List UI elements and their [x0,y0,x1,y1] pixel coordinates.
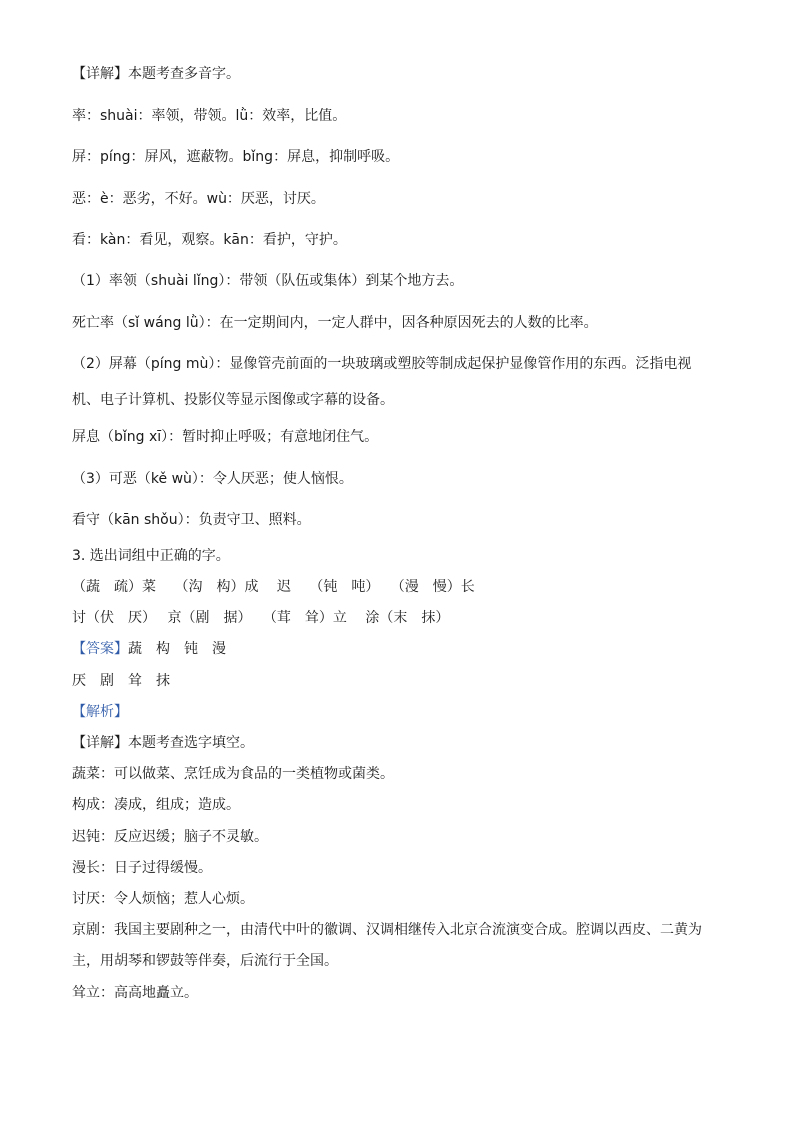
reading-ping: 屏：píng：屏风，遮蔽物。bǐng：屏息，抑制呼吸。 [72,149,400,165]
answer-row-2: 厌 剧 耸 抹 [72,673,170,689]
word-explanation: 耸立：高高地矗立。 [72,985,198,1001]
reading-kan: 看：kàn：看见，观察。kān：看护，守护。 [72,232,347,248]
word-explanation: 蔬菜：可以做菜、烹饪成为食品的一类植物或菌类。 [72,766,394,782]
question-3-options-row-2: 讨（伏 厌） 京（剧 据） （茸 耸）立 涂（末 抹） [72,610,450,626]
reading-e: 恶：è：恶劣，不好。wù：厌恶，讨厌。 [72,191,325,207]
word-explanation: 漫长：日子过得缓慢。 [72,860,212,876]
answer-row-1 [72,639,226,659]
word-explanation: 构成：凑成，组成；造成。 [72,797,240,813]
analysis-label: 【解析】 [72,704,128,720]
word-explanation: 主，用胡琴和锣鼓等伴奏，后流行于全国。 [72,953,338,969]
explanation-line: 死亡率（sǐ wáng lǜ）：在一定期间内，一定人群中，因各种原因死去的人数的比率。 [72,315,598,331]
reading-shuai: 率：shuài：率领，带领。lǜ：效率，比值。 [72,108,347,124]
explanation-line: （3）可恶（kě wù）：令人厌恶；使人恼恨。 [72,471,353,487]
answer-values: 蔬 构 钝 漫 [128,641,226,657]
explanation-line: 机、电子计算机、投影仪等显示图像或字幕的设备。 [72,392,394,408]
word-explanation: 讨厌：令人烦恼；惹人心烦。 [72,891,254,907]
explanation-line: 屏息（bǐng xī）：暂时抑止呼吸；有意地闭住气。 [72,429,379,445]
word-explanation: 京剧：我国主要剧种之一，由清代中叶的徽调、汉调相继传入北京合流演变合成。腔调以西皮、二黄为 [72,922,702,938]
explanation-line: 看守（kān shǒu）：负责守卫、照料。 [72,512,311,528]
detail-heading-2: 【详解】本题考查选字填空。 [72,735,254,751]
explanation-line: （2）屏幕（píng mù）：显像管壳前面的一块玻璃或塑胶等制成起保护显像管作用的东西。泛指电视 [72,356,692,372]
word-explanation: 迟钝：反应迟缓；脑子不灵敏。 [72,829,268,845]
answer-label: 【答案】 [72,641,128,657]
explanation-line: （1）率领（shuài lǐng）：带领（队伍或集体）到某个地方去。 [72,273,464,289]
detail-heading-1: 【详解】本题考查多音字。 [72,66,240,82]
question-3-title: 3. 选出词组中正确的字。 [72,548,230,564]
question-3-options-row-1: （蔬 疏）菜 （沟 构）成 迟 （钝 吨） （漫 慢）长 [72,579,475,595]
